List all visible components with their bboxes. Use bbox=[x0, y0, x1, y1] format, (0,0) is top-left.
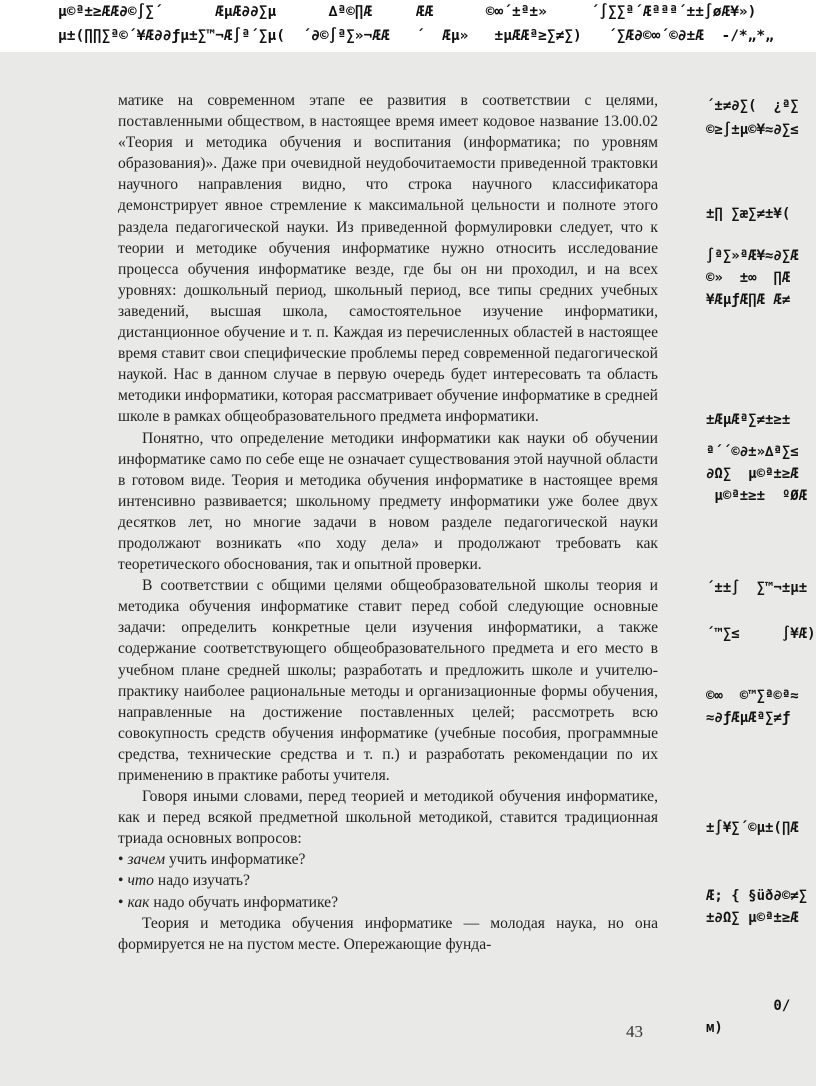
garble-line: ±ÆµÆª∑≠±≥± bbox=[706, 412, 791, 428]
bullet-glyph: • bbox=[118, 851, 124, 869]
list-item-text: надо изучать? bbox=[153, 872, 250, 890]
paragraph-closing: Теория и методика обучения информатике — молодая наука, но она формируется не на пустом месте. Опережающие фунда- bbox=[118, 914, 658, 953]
garble-line: ©≥∫±µ©¥≈∂∑≤ bbox=[706, 122, 799, 138]
garble-line: µ©ª±≥± ºØÆ bbox=[706, 488, 808, 504]
header-garbled-text bbox=[0, 0, 816, 52]
garble-line: ©» ±∞ ∏Æ bbox=[706, 270, 791, 286]
garble-line: ≈∂ƒÆµÆª∑≠ƒ bbox=[706, 710, 791, 726]
garble-line: ª´´©∂±»∆ª∑≤ bbox=[706, 444, 799, 460]
document-body bbox=[118, 90, 658, 955]
list-item bbox=[118, 892, 658, 913]
garble-line: Æ; { §üð∂©≠∑ bbox=[706, 888, 808, 904]
garble-line: 0/ bbox=[706, 998, 791, 1014]
right-garbled-column bbox=[706, 0, 816, 1086]
header-garble-line-2: µ±(∏∏∑ª©´¥Æ∂∂ƒµ±∑™¬Æ∫ª´∑µ( ´∂©∫ª∑»¬ÆÆ ´ Æµ» ±µÆÆª≥∑≠∑) ´∑Æ∂©∞´©∂±Æ -/*„*„ bbox=[58, 28, 774, 44]
garble-line: ±∏ ∑æ∑≠±¥( bbox=[706, 206, 791, 222]
page-number: 43 bbox=[626, 1022, 643, 1041]
paragraph-4: Говоря иными словами, перед теорией и методикой обучения информатике, как и перед всякой предметной школьной методикой, ставится традиционная триада основных вопросов: bbox=[118, 788, 658, 848]
paragraph-2: Понятно, что определение методики информатики как науки об обучении информатике само по себе еще не означает существования этой научной области в готовом виде. Теория и методика обучения информатике в настоящее время интенсивно развивается; школьному предмету информатики уже более двух десятков лет, но многие задачи в новом разделе педагогической науки продолжают возникать «по ходу дела» и продолжают требовать как теоретического обоснования, так и опытной проверки. bbox=[118, 429, 658, 574]
question-list bbox=[118, 849, 658, 912]
garble-line: ∫ª∑»ªÆ¥≈∂∑Æ bbox=[706, 248, 799, 264]
garble-line: ∂Ω∑ µ©ª±≥Æ bbox=[706, 466, 799, 482]
bullet-glyph: • bbox=[118, 893, 124, 911]
garble-line: ±∂Ω∑ µ©ª±≥Æ bbox=[706, 910, 799, 926]
garble-line: ¥ÆµƒÆ∏Æ Æ≠ bbox=[706, 292, 791, 308]
garble-line: ´±≠∂∑( ¿ª∑ bbox=[706, 98, 799, 114]
garble-line: м) bbox=[706, 1020, 723, 1036]
paragraph-1: матике на современном этапе ее развития в соответствии с целями, поставленными обществом, в настоящее время имеет кодовое название 13.00.02 «Теория и методика обучения и воспитания (информатика; по уровням образования)». Даже при очевидной неудобочитаемости приведенной трактовки научного направления видно, что строка научного классификатора демонстрирует явное стремление к максимальной цельности и полноте этого раздела педагогической науки. Из приведенной формулировки следует, что к теории и методике обучения информатике нужно относить исследование процесса обучения информатике везде, где бы он ни проходил, и на всех уровнях: дошкольный период, школьный период, все типы средних учебных заведений, высшая школа, самостоятельное изучение информатики, дистанционное обучение и т. п. Каждая из перечисленных областей в настоящее время ставит свои специфические проблемы перед современной педагогической наукой. Нас в данном случае в первую очередь будет интересовать та область методики информатики, которая рассматривает обучение информатике в средней школе в рамках общеобразовательного предмета информатики. bbox=[118, 92, 658, 426]
garble-line: ±∫¥∑´©µ±(∏Æ bbox=[706, 820, 799, 836]
garble-line: ©∞ ©™∑ª©ª≈ bbox=[706, 688, 799, 704]
garble-line: ´™∑≤ ∫¥Æ) bbox=[706, 626, 816, 642]
list-item-text: надо обучать информатике? bbox=[149, 893, 339, 911]
list-item-emphasis: как bbox=[127, 893, 150, 911]
list-item bbox=[118, 849, 658, 870]
list-item-emphasis: зачем bbox=[127, 851, 166, 869]
list-item-emphasis: что bbox=[127, 872, 154, 890]
paragraph-3: В соответствии с общими целями общеобразовательной школы теория и методика обучения информатике ставит перед собой следующие основные задачи: определить конкретные цели изучения информатики, а также содержание соответствующего общеобразовательного предмета и его место в учебном плане средней школы; разработать и предложить школе и учителю-практику наиболее рациональные методы и организационные формы обучения, направленные на достижение поставленных целей; рассмотреть всю совокупность средств обучения информатике (учебные пособия, программные средства, технические средства и т. п.) и разработать рекомендации по их применению в практике работы учителя. bbox=[118, 577, 658, 784]
list-item bbox=[118, 870, 658, 891]
list-item-text: учить информатике? bbox=[165, 851, 306, 869]
garble-line: ´±±∫ ∑™¬±µ± bbox=[706, 580, 808, 596]
header-garble-line-1: µ©ª±≥ÆÆ∂©∫∑´ ÆµÆ∂∂∑µ ∆ª©∏Æ ÆÆ ©∞´±ª±» ´∫∑∑ª´Æªªª´±±∫øÆ¥») bbox=[58, 4, 757, 20]
bullet-glyph: • bbox=[118, 872, 124, 890]
